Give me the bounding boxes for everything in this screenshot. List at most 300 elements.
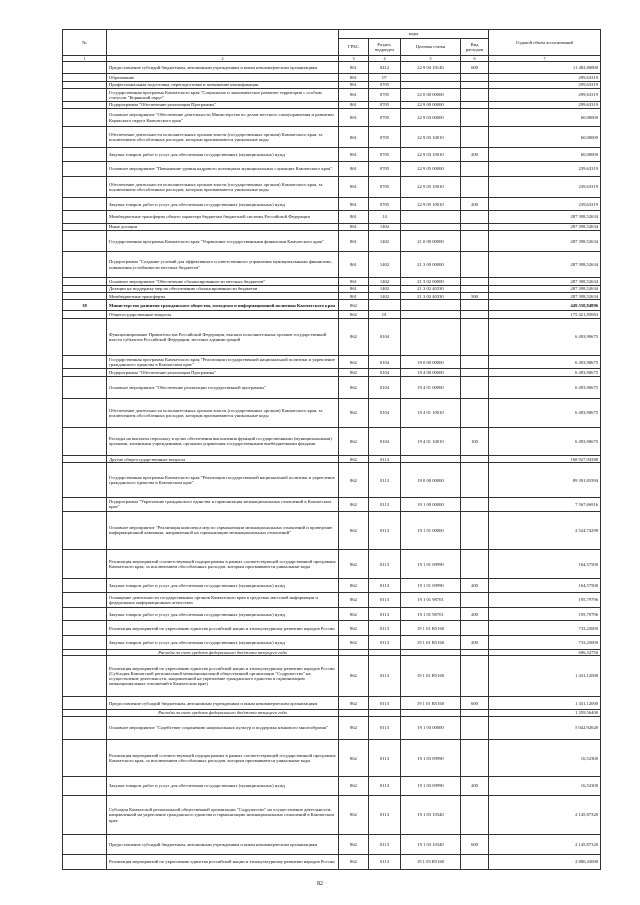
row-number-cell [63,621,107,636]
row-grbs-cell: 862 [339,376,369,398]
row-section-cell: 0104 [369,355,401,369]
row-target-cell [401,81,461,88]
row-number-cell [63,854,107,869]
table-row [63,636,601,650]
row-section-cell: 0113 [369,795,401,835]
row-grbs-cell: 861 [339,148,369,162]
row-type-cell [461,231,489,252]
index-cell: 3 [339,56,369,62]
row-target-cell: 21 3 02 00000 [401,278,461,285]
table-row [63,579,601,593]
row-type-cell: 200 [461,579,489,593]
row-grbs-cell: 862 [339,549,369,579]
row-grbs-cell: 861 [339,285,369,292]
row-section-cell: 0104 [369,427,401,455]
row-section-cell: 0104 [369,399,401,427]
row-grbs-cell: 862 [339,854,369,869]
row-name-cell: Реализация мероприятий соответствующей подпрограммы в рамках соответствующей государственной программы Камчатского края, за исключением обособленных расходов, которым присваиваются уникальные коды [107,549,339,579]
row-section-cell: 0104 [369,369,401,376]
row-type-cell [461,278,489,285]
row-total-cell: 733,25000 [489,621,601,636]
row-section-cell: 0113 [369,656,401,697]
row-name-cell: Общегосударственные вопросы [107,311,339,318]
row-name-cell: Государственная программа Камчатского края "Реализация государственной национальной политики и укрепление гражданского единства в Камчатском крае" [107,355,339,369]
row-target-cell: 19 0 00 00000 [401,355,461,369]
table-row [63,607,601,621]
index-cell: 7 [489,56,601,62]
row-target-cell: 22 9 03 10010 [401,148,461,162]
row-name-cell: Закупка товаров, работ и услуг для обеспечения государственных (муниципальных) нужд [107,607,339,621]
row-number-cell [63,211,107,223]
row-type-cell [461,89,489,101]
row-grbs-cell: 861 [339,176,369,197]
row-type-cell [461,463,489,498]
row-grbs-cell: 861 [339,252,369,278]
row-target-cell: 19 1 01 00000 [401,511,461,549]
row-number-cell [63,285,107,292]
row-number-cell [63,162,107,177]
index-cell: 1 [63,56,107,62]
row-grbs-cell: 862 [339,607,369,621]
row-name-cell: Основное мероприятие "Повышение уровня кадрового потенциала муниципальных служащих Камчатского края" [107,162,339,177]
row-number-cell [63,696,107,710]
table-row [63,223,601,230]
header-grbs: ГРБС [339,39,369,56]
row-type-cell [461,74,489,81]
row-section-cell: 0113 [369,593,401,608]
table-row [63,211,601,223]
row-number-cell [63,197,107,211]
row-section-cell: 0113 [369,621,401,636]
row-number-cell [63,176,107,197]
table-row [63,795,601,835]
row-total-cell: 5 042,92620 [489,716,601,739]
row-section-cell: 0412 [369,62,401,74]
table-row [63,292,601,299]
row-target-cell: 19 0 00 00000 [401,463,461,498]
row-total-cell: 2 880,43000 [489,854,601,869]
row-grbs-cell: 862 [339,593,369,608]
table-body [63,62,601,870]
table-row [63,696,601,710]
row-target-cell: 22 9 03 00000 [401,108,461,127]
row-number-cell [63,62,107,74]
row-name-cell: Подпрограмма "Обеспечение реализации Программы" [107,101,339,108]
row-total-cell: 195,79796 [489,607,601,621]
row-grbs-cell: 862 [339,716,369,739]
page-number: 82 [317,881,323,887]
table-row [63,716,601,739]
row-type-cell [461,318,489,355]
row-target-cell: 22 9 05 10010 [401,176,461,197]
table-row [63,162,601,177]
row-target-cell: 19 1 01 09990 [401,549,461,579]
row-section-cell: 0113 [369,854,401,869]
row-number-cell [63,74,107,81]
row-type-cell: 200 [461,197,489,211]
row-type-cell [461,127,489,148]
row-target-cell: 19 1 03 10340 [401,835,461,855]
row-total-cell: 60,00000 [489,108,601,127]
row-total-cell: 1 431,12000 [489,656,601,697]
row-target-cell: 22 9 05 10010 [401,197,461,211]
index-cell: 2 [107,56,339,62]
row-name-cell: Основное мероприятие "Реализация комплекса мер по гармонизации межнациональных отношений и проведение информационной кампании, направленной на гармонизацию межнациональных отношений" [107,511,339,549]
row-total-cell: 1 359,56400 [489,710,601,716]
row-name-cell: Иные дотации [107,223,339,230]
row-grbs-cell: 861 [339,211,369,223]
row-type-cell [461,108,489,127]
row-total-cell: 175 421,85063 [489,311,601,318]
row-number-cell [63,427,107,455]
row-type-cell [461,252,489,278]
row-total-cell: 2 145,87320 [489,795,601,835]
row-number-cell [63,369,107,376]
table-row [63,148,601,162]
row-grbs-cell: 861 [339,162,369,177]
row-total-cell: 6 493,90675 [489,376,601,398]
row-target-cell: 19 1 01 R5160 [401,696,461,710]
table-row [63,285,601,292]
row-target-cell: 19 4 01 00000 [401,376,461,398]
row-type-cell: 100 [461,427,489,455]
row-total-cell: 16,52300 [489,740,601,777]
row-grbs-cell: 862 [339,369,369,376]
table-row [63,549,601,579]
table-row [63,127,601,148]
row-name-cell: Реализация мероприятий соответствующей подпрограммы в рамках соответствующей государственной программы Камчатского края, за исключением обособленных расходов, которым присваиваются уникальные коды [107,740,339,777]
row-number-cell [63,252,107,278]
row-type-cell [461,455,489,462]
row-total-cell: 287 398,52634 [489,211,601,223]
row-section-cell: 0104 [369,318,401,355]
row-target-cell: 19 1 01 09990 [401,579,461,593]
row-section-cell: 1402 [369,252,401,278]
table-header [63,30,601,62]
row-number-cell [63,292,107,299]
table-row [63,497,601,511]
row-target-cell [401,311,461,318]
row-type-cell: 600 [461,62,489,74]
row-target-cell: 19 1 03 09990 [401,777,461,796]
row-number-cell [63,148,107,162]
row-name-cell: Реализация мероприятий по укреплению единства российской нации и этнокультурному развитию народов России [107,854,339,869]
row-target-cell [401,223,461,230]
row-type-cell: 200 [461,607,489,621]
row-target-cell: 22 0 00 00000 [401,89,461,101]
row-number-cell [63,656,107,697]
row-name-cell: Дотации на поддержку мер по обеспечению сбалансированности бюджетов [107,285,339,292]
table-row [63,455,601,462]
row-target-cell [401,300,461,311]
row-total-cell: 239,63319 [489,162,601,177]
row-number-cell [63,376,107,398]
index-cell: 5 [401,56,461,62]
table-row [63,854,601,869]
header-codes-group: коды [339,30,489,39]
row-grbs-cell: 861 [339,223,369,230]
row-type-cell [461,656,489,697]
row-type-cell: 200 [461,777,489,796]
row-number-cell [63,318,107,355]
row-total-cell: 287 398,52634 [489,231,601,252]
row-type-cell [461,399,489,427]
row-total-cell: 60,00000 [489,148,601,162]
row-total-cell: 11 482,80000 [489,62,601,74]
row-grbs-cell: 861 [339,197,369,211]
row-number-cell [63,607,107,621]
table-row [63,252,601,278]
row-grbs-cell: 861 [339,62,369,74]
row-target-cell: 19 4 01 10010 [401,427,461,455]
row-target-cell: 22 9 00 00000 [401,101,461,108]
row-grbs-cell: 861 [339,74,369,81]
row-grbs-cell: 862 [339,696,369,710]
row-number-cell [63,455,107,462]
row-section-cell: 0113 [369,696,401,710]
table-row [63,740,601,777]
row-section-cell: 0113 [369,636,401,650]
row-section-cell: 0113 [369,607,401,621]
row-number-cell [63,549,107,579]
row-grbs-cell: 862 [339,656,369,697]
row-type-cell [461,369,489,376]
row-name-cell: Межбюджетные трансферты [107,292,339,299]
row-number-cell [63,355,107,369]
row-grbs-cell: 862 [339,777,369,796]
table-row [63,427,601,455]
table-row [63,300,601,311]
row-total-cell: 168 927,94388 [489,455,601,462]
row-target-cell: 19 1 01 98701 [401,593,461,608]
row-name-cell: Субсидия Камчатской региональной общественной организации "Содружество" на осуществление деятельности, направленной на укрепление гражданского единства и гармонизацию межнациональных отношений в Камчатском крае [107,795,339,835]
table-row [63,355,601,369]
row-grbs-cell: 861 [339,108,369,127]
row-total-cell: 6 493,90675 [489,355,601,369]
row-total-cell: 2 524,74299 [489,511,601,549]
row-grbs-cell: 862 [339,795,369,835]
row-target-cell: 19 1 03 00000 [401,716,461,739]
row-name-cell: Закупка товаров, работ и услуг для обеспечения государственных (муниципальных) нужд [107,148,339,162]
row-target-cell: 21 3 00 00000 [401,252,461,278]
row-number-cell: 38 [63,300,107,311]
row-grbs-cell: 862 [339,311,369,318]
row-total-cell: 299,63319 [489,74,601,81]
row-total-cell: 2 145,87320 [489,835,601,855]
row-section-cell: 0705 [369,162,401,177]
row-grbs-cell: 861 [339,89,369,101]
row-section-cell: 0705 [369,108,401,127]
row-grbs-cell: 861 [339,81,369,88]
row-name-cell: Образование [107,74,339,81]
row-total-cell: 299,63319 [489,89,601,101]
row-grbs-cell: 861 [339,101,369,108]
row-section-cell: 0705 [369,148,401,162]
row-type-cell [461,795,489,835]
row-total-cell: 287 398,52634 [489,285,601,292]
row-number-cell [63,463,107,498]
row-type-cell [461,300,489,311]
row-section-cell: 0113 [369,455,401,462]
row-name-cell: Предоставление субсидий бюджетным, автономным учреждениям и иным некоммерческим организациям [107,696,339,710]
row-number-cell [63,777,107,796]
row-grbs-cell: 862 [339,455,369,462]
row-total-cell: 195,79796 [489,593,601,608]
row-name-cell: Подпрограмма "Создание условий для эффективного и ответственного управления муниципальными финансами, повышения устойчивости местных бюджетов" [107,252,339,278]
table-row [63,376,601,398]
row-type-cell [461,376,489,398]
row-number-cell [63,511,107,549]
row-section-cell: 0113 [369,579,401,593]
row-grbs-cell: 862 [339,399,369,427]
table-row [63,74,601,81]
row-type-cell [461,549,489,579]
row-target-cell: 19 1 03 09990 [401,740,461,777]
row-total-cell: 299,63319 [489,81,601,88]
row-section-cell: 0113 [369,835,401,855]
row-target-cell: 19 1 03 R5160 [401,854,461,869]
table-row [63,511,601,549]
row-grbs-cell: 862 [339,300,369,311]
row-number-cell [63,835,107,855]
table-row [63,197,601,211]
row-target-cell: 22 9 03 10010 [401,127,461,148]
row-number-cell [63,81,107,88]
row-target-cell: 19 4 01 10010 [401,399,461,427]
table-row [63,108,601,127]
row-total-cell: 287 398,52634 [489,252,601,278]
row-total-cell: 287 398,52634 [489,278,601,285]
row-number-cell [63,716,107,739]
row-number-cell [63,740,107,777]
row-number-cell [63,579,107,593]
row-section-cell: 1402 [369,285,401,292]
row-total-cell: 6 493,90675 [489,318,601,355]
row-number-cell [63,636,107,650]
row-total-cell: 164,57500 [489,579,601,593]
row-section-cell: 1402 [369,223,401,230]
row-type-cell [461,311,489,318]
row-grbs-cell: 862 [339,511,369,549]
row-total-cell: 1 431,12000 [489,696,601,710]
row-total-cell: 60,00000 [489,127,601,148]
row-number-cell [63,108,107,127]
row-grbs-cell: 862 [339,497,369,511]
row-type-cell [461,593,489,608]
row-total-cell: 16,52300 [489,777,601,796]
row-target-cell [401,318,461,355]
row-target-cell: 19 1 03 10340 [401,795,461,835]
row-name-cell: Основное мероприятие "Обеспечение реализации государственной программы" [107,376,339,398]
row-name-cell: Закупка товаров, работ и услуг для обеспечения государственных (муниципальных) нужд [107,777,339,796]
row-grbs-cell: 862 [339,463,369,498]
index-cell: 4 [369,56,401,62]
row-type-cell [461,854,489,869]
row-number-cell [63,593,107,608]
row-section-cell: 0705 [369,127,401,148]
row-name-cell: Министерство развития гражданского общества, молодежи и информационной политики Камчатского края [107,300,339,311]
row-section-cell: 0113 [369,497,401,511]
row-section-cell: 0113 [369,549,401,579]
budget-table [62,29,601,870]
table-row [63,311,601,318]
row-section-cell: 0705 [369,81,401,88]
row-section-cell: 0705 [369,101,401,108]
row-total-cell: 287 398,52634 [489,292,601,299]
row-section-cell: 01 [369,311,401,318]
row-target-cell: 21 0 00 00000 [401,231,461,252]
row-total-cell: 733,25000 [489,636,601,650]
row-name-cell: Расходы на выплаты персоналу в целях обеспечения выполнения функций государственными (муниципальными) органами, казенными учреждениями, органами управления государственными внебюджетными фондами [107,427,339,455]
table-row [63,463,601,498]
row-total-cell: 239,63319 [489,176,601,197]
row-section-cell: 0113 [369,511,401,549]
row-name-cell: Государственная программа Камчатского края "Социальное и экономическое развитие территории с особым статусом "Корякский округ" [107,89,339,101]
row-target-cell: 19 1 01 R5160 [401,621,461,636]
table-row [63,593,601,608]
row-type-cell [461,285,489,292]
row-type-cell [461,101,489,108]
table-row [63,777,601,796]
row-name-cell: Обеспечение деятельности исполнительных органов власти (государственных органов) Камчатского края, за исключением обособленных расходов, которым присваиваются уникальные коды [107,399,339,427]
row-number-cell [63,231,107,252]
row-name-cell: Обеспечение деятельности исполнительных органов власти (государственных органов) Камчатского края, за исключением обособленных расходов, которым присваиваются уникальные коды [107,127,339,148]
index-cell: 6 [461,56,489,62]
row-section-cell: 0104 [369,376,401,398]
row-type-cell [461,716,489,739]
row-section-cell [369,300,401,311]
row-name-cell: Другие общегосударственные вопросы [107,455,339,462]
row-target-cell: 22 9 04 10140 [401,62,461,74]
header-no: № [63,30,107,56]
row-target-cell: 21 3 02 40330 [401,292,461,299]
header-type: Вид расходов [461,39,489,56]
row-number-cell [63,223,107,230]
row-name-cell: Основное мероприятие "Обеспечение сбалансированности местных бюджетов" [107,278,339,285]
row-type-cell [461,621,489,636]
row-type-cell: 200 [461,148,489,162]
row-section-cell: 0113 [369,716,401,739]
row-target-cell [401,74,461,81]
table-row [63,231,601,252]
row-number-cell [63,127,107,148]
row-name-cell: Основное мероприятие "Обеспечение деятельности Министерства по делам местного самоуправления и развитию Корякского округа Камчатского края" [107,108,339,127]
row-section-cell: 0113 [369,463,401,498]
row-name-cell: Функционирование Правительства Российской Федерации, высших исполнительных органов государственной власти субъектов Российской Федерации, местных администраций [107,318,339,355]
row-name-cell: Расходы за счет средств федерального бюджета текущего года [107,710,339,716]
row-type-cell: 600 [461,835,489,855]
row-name-cell: Реализация мероприятий по укреплению единства российской нации и этнокультурному развитию народов России (Субсидия Камчатской региональной межнациональной общественной организации "Содружество" на осуществление деятельности, направленной на укрепление гражданского единства и гармонизацию межнациональных отношений в Камчатском крае) [107,656,339,697]
row-section-cell: 0705 [369,176,401,197]
row-grbs-cell: 862 [339,427,369,455]
row-name-cell: Государственная программа Камчатского края "Реализация государственной национальной политики и укрепление гражданского единства в Камчатском крае" [107,463,339,498]
table-row [63,399,601,427]
row-number-cell [63,311,107,318]
table-row [63,656,601,697]
row-type-cell [461,211,489,223]
row-total-cell: 299,63319 [489,101,601,108]
row-grbs-cell: 861 [339,278,369,285]
row-section-cell: 0113 [369,740,401,777]
row-total-cell: 287 398,52634 [489,223,601,230]
table-row [63,176,601,197]
row-type-cell [461,355,489,369]
row-name-cell: Закупка товаров, работ и услуг для обеспечения государственных (муниципальных) нужд [107,579,339,593]
row-total-cell: 239,63319 [489,197,601,211]
row-target-cell: 19 4 00 00000 [401,369,461,376]
row-total-cell: 6 493,90675 [489,427,601,455]
table-row [63,835,601,855]
